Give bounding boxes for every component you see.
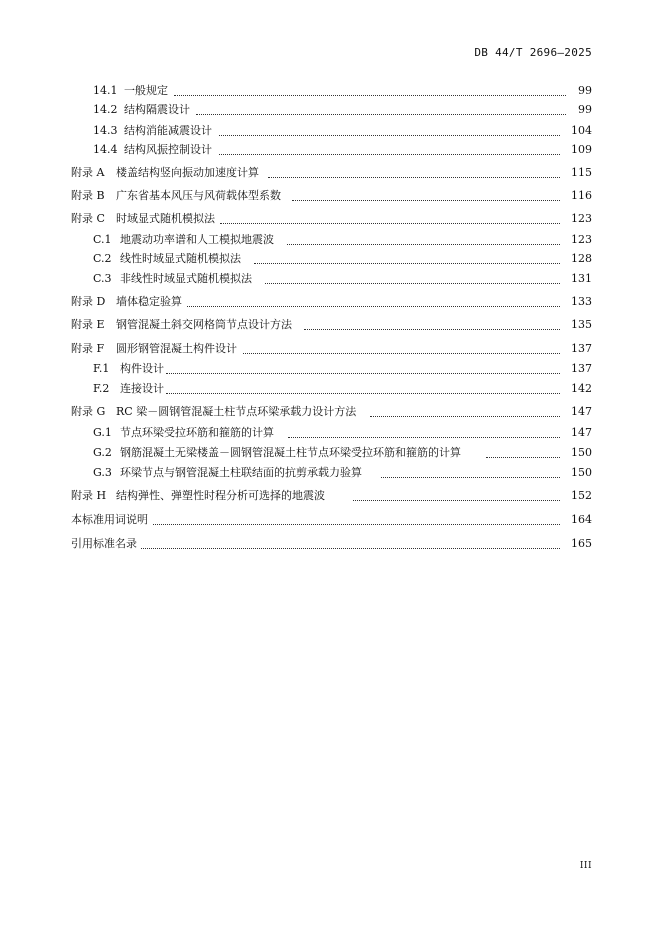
toc-entry-title: 结构风振控制设计 (124, 143, 212, 156)
toc-entry-number: C.1 (93, 233, 112, 246)
toc-entry[interactable] (0, 142, 662, 158)
toc-entry-title: 非线性时域显式随机模拟法 (120, 272, 252, 285)
toc-entry-page: 147 (571, 426, 592, 439)
toc-entry-number: 附录 A (71, 166, 105, 179)
leader-dots (268, 176, 560, 178)
toc-entry-title: 钢筋混凝土无梁楼盖－圆钢管混凝土柱节点环梁受拉环筋和箍筋的计算 (120, 446, 461, 459)
toc-entry-title: 构件设计 (120, 362, 164, 375)
toc-entry-title: 节点环梁受拉环筋和箍筋的计算 (120, 426, 274, 439)
toc-entry-number: G.2 (93, 446, 112, 459)
toc-entry-page: 165 (571, 537, 592, 550)
toc-entry[interactable] (0, 445, 662, 461)
toc-entry-page: 142 (571, 382, 592, 395)
toc-entry-page: 147 (571, 405, 592, 418)
toc-entry-title: 线性时域显式随机模拟法 (120, 252, 241, 265)
leader-dots (166, 392, 560, 394)
toc-entry-page: 115 (571, 166, 592, 179)
toc-entry[interactable] (0, 83, 662, 99)
toc-entry[interactable] (0, 361, 662, 377)
leader-dots (254, 262, 560, 264)
leader-dots (196, 113, 566, 115)
toc-entry[interactable] (0, 425, 662, 441)
toc-entry-number: 14.2 (93, 103, 118, 116)
toc-entry-number: 附录 G (71, 405, 106, 418)
toc-entry-page: 137 (571, 362, 592, 375)
toc-entry-title: 引用标准名录 (71, 537, 137, 550)
toc-entry-title: 连接设计 (120, 382, 164, 395)
toc-entry-title: 墙体稳定验算 (116, 295, 182, 308)
toc-entry-number: 附录 D (71, 295, 106, 308)
leader-dots (219, 134, 560, 136)
toc-entry-title: 结构隔震设计 (124, 103, 190, 116)
toc-entry-page: 128 (571, 252, 592, 265)
toc-entry-page: 150 (571, 446, 592, 459)
toc-entry[interactable] (0, 465, 662, 481)
leader-dots (220, 222, 560, 224)
leader-dots (287, 243, 560, 245)
toc-entry-page: 99 (578, 84, 592, 97)
leader-dots (243, 352, 560, 354)
leader-dots (166, 372, 560, 374)
toc-entry-page: 152 (571, 489, 592, 502)
leader-dots (141, 547, 560, 549)
toc-entry[interactable] (0, 251, 662, 267)
toc-entry-page: 123 (571, 233, 592, 246)
toc-entry-number: 14.1 (93, 84, 118, 97)
toc-entry-number: 附录 B (71, 189, 105, 202)
toc-entry-page: 123 (571, 212, 592, 225)
toc-entry[interactable] (0, 488, 662, 504)
toc-entry-title: 钢管混凝土斜交网格筒节点设计方法 (116, 318, 292, 331)
toc-entry-page: 116 (571, 189, 592, 202)
toc-entry[interactable] (0, 123, 662, 139)
toc-entry-number: 附录 H (71, 489, 107, 502)
toc-entry[interactable] (0, 188, 662, 204)
leader-dots (370, 415, 560, 417)
toc-entry-title: 楼盖结构竖向振动加速度计算 (116, 166, 259, 179)
toc-entry[interactable] (0, 404, 662, 420)
toc-entry-page: 164 (571, 513, 592, 526)
toc-entry[interactable] (0, 102, 662, 118)
leader-dots (187, 305, 560, 307)
toc-entry[interactable] (0, 381, 662, 397)
toc-entry-page: 137 (571, 342, 592, 355)
toc-entry-page: 104 (571, 124, 592, 137)
leader-dots (486, 456, 560, 458)
toc-entry-number: F.2 (93, 382, 110, 395)
toc-entry-title: 地震动功率谱和人工模拟地震波 (120, 233, 274, 246)
toc-entry[interactable] (0, 271, 662, 287)
toc-entry[interactable] (0, 294, 662, 310)
leader-dots (288, 436, 560, 438)
toc-entry-number: 14.4 (93, 143, 118, 156)
toc-entry-number: G.1 (93, 426, 112, 439)
toc-entry[interactable] (0, 232, 662, 248)
toc-entry[interactable] (0, 211, 662, 227)
toc-entry-title: 时域显式随机模拟法 (116, 212, 215, 225)
leader-dots (219, 153, 560, 155)
toc-entry-title: 本标准用词说明 (71, 513, 148, 526)
leader-dots (353, 499, 560, 501)
toc-entry-number: C.3 (93, 272, 112, 285)
toc-entry-title: 一般规定 (124, 84, 168, 97)
toc-entry-page: 150 (571, 466, 592, 479)
toc-entry[interactable] (0, 341, 662, 357)
leader-dots (381, 476, 560, 478)
toc-entry-page: 135 (571, 318, 592, 331)
page-number: III (579, 861, 592, 871)
toc-entry[interactable] (0, 512, 662, 528)
leader-dots (174, 94, 566, 96)
toc-entry[interactable] (0, 317, 662, 333)
document-code: DB 44/T 2696—2025 (474, 46, 592, 59)
toc-entry-number: 14.3 (93, 124, 118, 137)
leader-dots (153, 523, 560, 525)
toc-entry[interactable] (0, 536, 662, 552)
toc-entry-page: 131 (571, 272, 592, 285)
toc-entry-number: 附录 C (71, 212, 105, 225)
toc-entry-page: 109 (571, 143, 592, 156)
toc-entry-number: F.1 (93, 362, 110, 375)
toc-entry-title: 结构消能减震设计 (124, 124, 212, 137)
toc-entry-title: 圆形钢管混凝土构件设计 (116, 342, 237, 355)
toc-entry-title: 结构弹性、弹塑性时程分析可选择的地震波 (116, 489, 325, 502)
toc-entry-number: 附录 E (71, 318, 105, 331)
toc-entry-page: 99 (578, 103, 592, 116)
toc-entry-title: 广东省基本风压与风荷载体型系数 (116, 189, 281, 202)
toc-entry-page: 133 (571, 295, 592, 308)
toc-entry-number: 附录 F (71, 342, 105, 355)
toc-entry-title: 环梁节点与钢管混凝土柱联结面的抗剪承载力验算 (120, 466, 362, 479)
toc-entry[interactable] (0, 165, 662, 181)
leader-dots (304, 328, 560, 330)
toc-entry-number: G.3 (93, 466, 112, 479)
toc-entry-number: C.2 (93, 252, 112, 265)
leader-dots (292, 199, 560, 201)
toc-entry-title: RC 梁－圆钢管混凝土柱节点环梁承载力设计方法 (116, 405, 357, 418)
leader-dots (265, 282, 560, 284)
